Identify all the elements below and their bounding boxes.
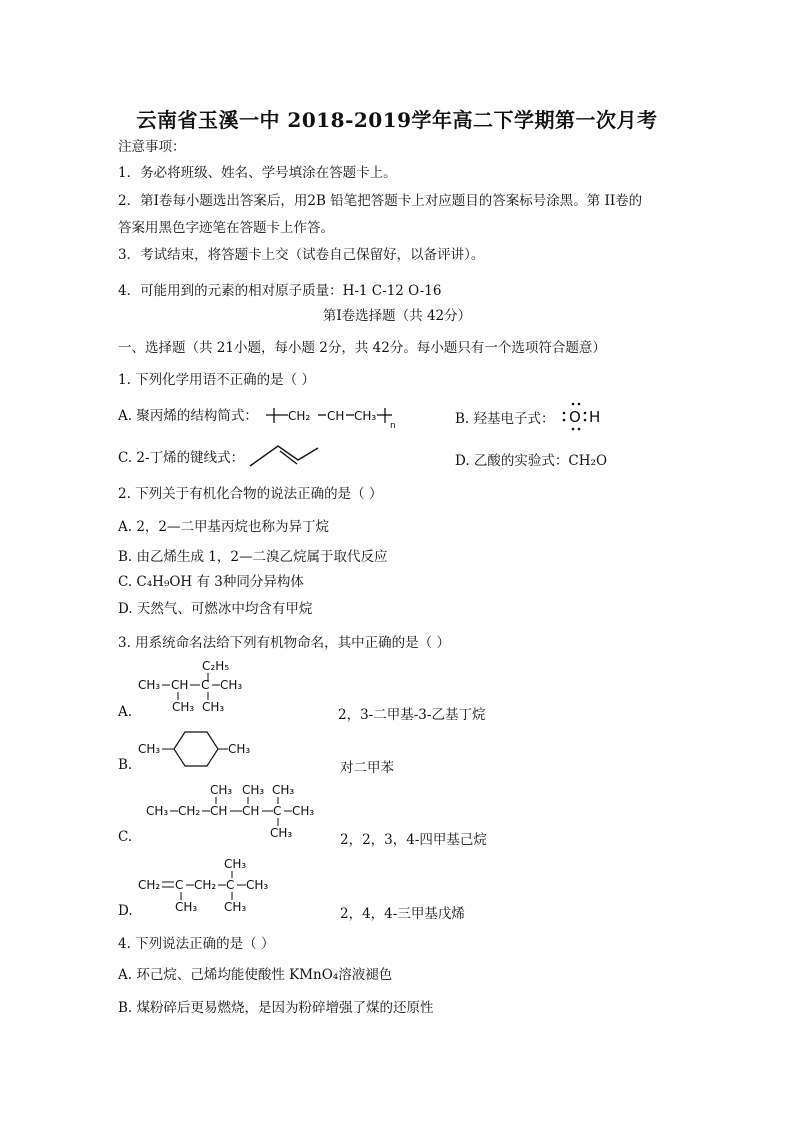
q3-option-a-label: A. <box>118 704 133 720</box>
group-ch: CH <box>242 804 260 818</box>
note-item-3: 3．考试结束，将答题卡上交（试卷自己保留好，以备评讲）。 <box>118 247 485 263</box>
note-item-4: 4．可能用到的元素的相对原子质量：H-1 C-12 O-16 <box>118 283 442 299</box>
atom-h: H <box>589 408 601 426</box>
q3-structure-b <box>138 728 258 770</box>
group-ch2: CH₂ <box>194 878 217 892</box>
q2-option-a: A. 2，2—二甲基丙烷也称为异丁烷 <box>118 519 330 535</box>
group-c: C <box>226 878 235 892</box>
q1-option-b: B. 羟基电子式： <box>455 411 555 427</box>
q3-structure-d <box>138 854 288 916</box>
group-ch3: CH₃ <box>138 678 161 692</box>
formula-ch: CH <box>327 409 345 423</box>
q1-option-d: D. 乙酸的实验式：CH₂O <box>455 453 608 469</box>
q3-option-a-name: 2，3-二甲基-3-乙基丁烷 <box>338 707 486 723</box>
q3-option-b-name: 对二甲苯 <box>340 760 394 776</box>
group-c: C <box>201 678 210 692</box>
group-ch3: CH₃ <box>146 804 169 818</box>
q3-option-c-label: C. <box>118 829 133 845</box>
q2-option-c: C. C₄H₉OH 有 3种同分异构体 <box>118 574 304 590</box>
group-ch3: CH₃ <box>242 783 265 797</box>
q1-option-c: C. 2-丁烯的键线式： <box>118 450 245 466</box>
group-ch3: CH₃ <box>202 700 225 714</box>
group-ch2: CH₂ <box>178 804 201 818</box>
section-intro: 一、选择题（共 21小题，每小题 2分，共 42分。每小题只有一个选项符合题意） <box>118 340 606 356</box>
q3-option-d-label: D. <box>118 903 133 919</box>
q2-stem: 2. 下列关于有机化合物的说法正确的是（ ） <box>118 486 383 502</box>
group-c2h5: C₂H₅ <box>202 659 230 673</box>
group-c: C <box>175 878 184 892</box>
q3-option-c-name: 2，2，3，4-四甲基己烷 <box>340 832 487 848</box>
atom-o: O <box>569 408 581 426</box>
q3-option-d-name: 2，4，4-三甲基戊烯 <box>340 906 465 922</box>
notes-heading: 注意事项： <box>118 139 186 155</box>
polypropylene-formula <box>262 402 402 432</box>
group-ch2: CH₂ <box>138 878 161 892</box>
group-ch3: CH₃ <box>228 742 251 756</box>
q4-option-b: B. 煤粉碎后更易燃烧，是因为粉碎增强了煤的还原性 <box>118 1000 434 1016</box>
group-ch: CH <box>210 804 228 818</box>
2-butene-skeletal-formula <box>248 440 323 470</box>
q1-option-a: A. 聚丙烯的结构简式： <box>118 408 258 424</box>
formula-ch3: CH₃ <box>354 409 377 423</box>
formula-ch2: CH₂ <box>288 409 311 423</box>
group-ch3: CH₃ <box>175 900 198 914</box>
exam-title: 云南省玉溪一中 2018-2019学年高二下学期第一次月考 <box>136 108 658 132</box>
q2-option-b: B. 由乙烯生成 1，2—二溴乙烷属于取代反应 <box>118 549 388 565</box>
group-ch3: CH₃ <box>220 678 243 692</box>
formula-n: n <box>390 421 396 431</box>
group-ch3: CH₃ <box>292 804 315 818</box>
hydroxyl-electron-formula <box>560 400 610 432</box>
q2-option-d: D. 天然气、可燃冰中均含有甲烷 <box>118 601 313 617</box>
group-c: C <box>273 804 282 818</box>
q4-option-a: A. 环己烷、己烯均能使酸性 KMnO₄溶液褪色 <box>118 967 393 983</box>
section-title: 第Ⅰ卷选择题（共 42分） <box>322 308 472 324</box>
q3-option-b-label: B. <box>118 757 133 773</box>
group-ch: CH <box>171 678 189 692</box>
note-item-1: 1．务必将班级、姓名、学号填涂在答题卡上。 <box>118 165 397 181</box>
q3-stem: 3. 用系统命名法给下列有机物命名，其中正确的是（ ） <box>118 635 450 651</box>
q3-structure-c <box>146 780 326 842</box>
q1-stem: 1. 下列化学用语不正确的是（ ） <box>118 372 315 388</box>
q4-stem: 4. 下列说法正确的是（ ） <box>118 936 275 952</box>
q3-structure-a <box>138 658 258 716</box>
group-ch3: CH₃ <box>246 878 269 892</box>
group-ch3: CH₃ <box>172 700 195 714</box>
group-ch3: CH₃ <box>224 857 247 871</box>
note-item-2b: 答案用黑色字迹笔在答题卡上作答。 <box>118 220 334 236</box>
group-ch3: CH₃ <box>272 783 295 797</box>
group-ch3: CH₃ <box>210 783 233 797</box>
note-item-2a: 2．第Ⅰ卷每小题选出答案后，用2B 铅笔把答题卡上对应题目的答案标号涂黑。第 II卷的 <box>118 193 643 209</box>
group-ch3: CH₃ <box>138 742 161 756</box>
group-ch3: CH₃ <box>270 826 293 840</box>
group-ch3: CH₃ <box>224 900 247 914</box>
